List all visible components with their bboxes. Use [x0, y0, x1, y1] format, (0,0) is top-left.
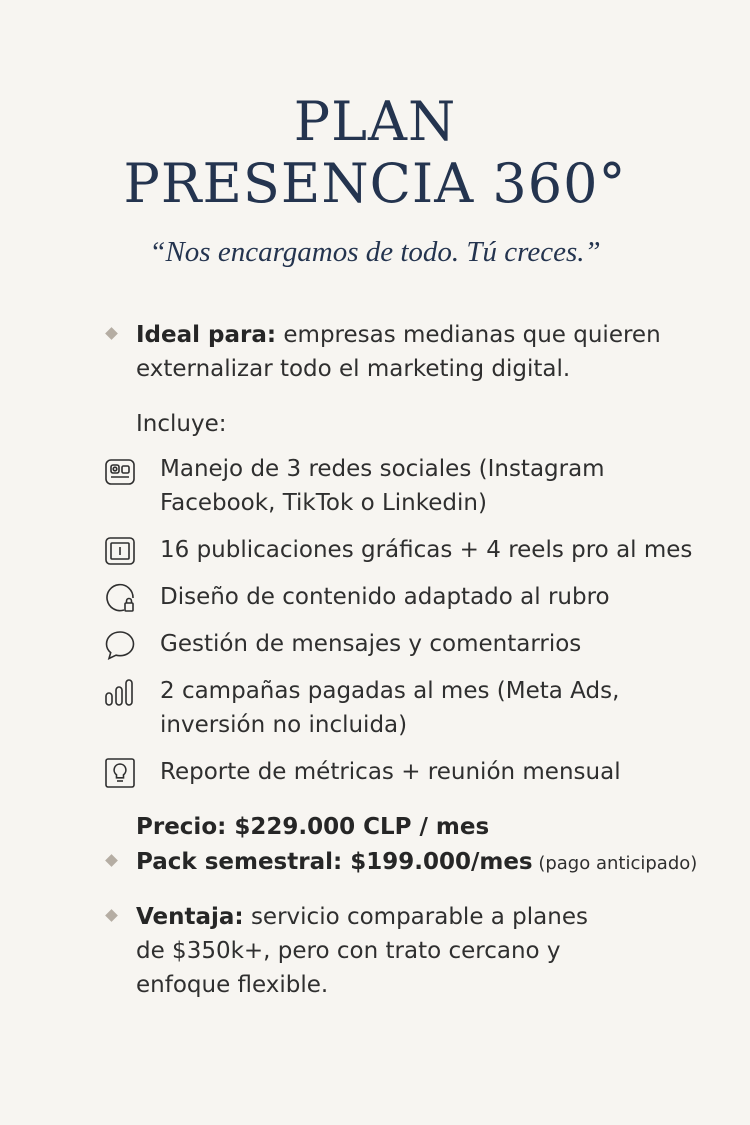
feature-6-line-1: Reporte de métricas + reunión mensual — [160, 759, 621, 785]
feature-1-line-2: Facebook, TikTok o Linkedin) — [160, 490, 487, 516]
price — [136, 810, 489, 844]
ideal-text-2: externalizar todo el marketing digital. — [136, 356, 571, 382]
pack-note: (pago anticipado) — [532, 853, 698, 874]
feature-1-line-1: Manejo de 3 redes sociales (Instagram — [160, 456, 605, 482]
bullet-diamond-icon — [105, 909, 118, 922]
advantage-line-1 — [136, 900, 588, 934]
social-profile-icon — [104, 456, 136, 488]
feature-5-line-2: inversión no incluida) — [160, 712, 408, 738]
advantage-text-1: servicio comparable a planes — [243, 904, 588, 930]
advantage-line-2: de $350k+, pero con trato cercano y — [136, 938, 561, 964]
post-frame-icon — [104, 535, 136, 567]
includes-label: Incluye: — [136, 411, 227, 437]
feature-3-line-1: Diseño de contenido adaptado al rubro — [160, 584, 610, 610]
design-user-icon — [104, 582, 136, 614]
title-line-1: PLAN — [293, 90, 457, 153]
pack-semestral — [136, 845, 697, 881]
tagline: “Nos encargamos de todo. Tú creces.” — [149, 236, 601, 268]
lightbulb-icon — [104, 757, 136, 789]
feature-4-line-1: Gestión de mensajes y comentarrios — [160, 631, 582, 657]
advantage-line-3: enfoque flexible. — [136, 972, 329, 998]
title-line-2: PRESENCIA 360° — [123, 152, 627, 215]
ideal-label: Ideal para: — [136, 322, 277, 348]
pack-label: Pack semestral: $199.000/mes — [136, 849, 533, 875]
ideal-line-1 — [136, 318, 661, 352]
bullet-diamond-icon — [105, 327, 118, 340]
feature-5-line-1: 2 campañas pagadas al mes (Meta Ads, — [160, 678, 620, 704]
feature-2-line-1: 16 publicaciones gráficas + 4 reels pro al mes — [160, 537, 693, 563]
bar-chart-icon — [104, 676, 136, 708]
price-text: Precio: $229.000 CLP / mes — [136, 814, 490, 840]
advantage-label: Ventaja: — [136, 904, 244, 930]
ideal-text-1: empresas medianas que quieren — [276, 322, 661, 348]
bullet-diamond-icon — [105, 854, 118, 867]
chat-bubble-icon — [104, 629, 136, 661]
